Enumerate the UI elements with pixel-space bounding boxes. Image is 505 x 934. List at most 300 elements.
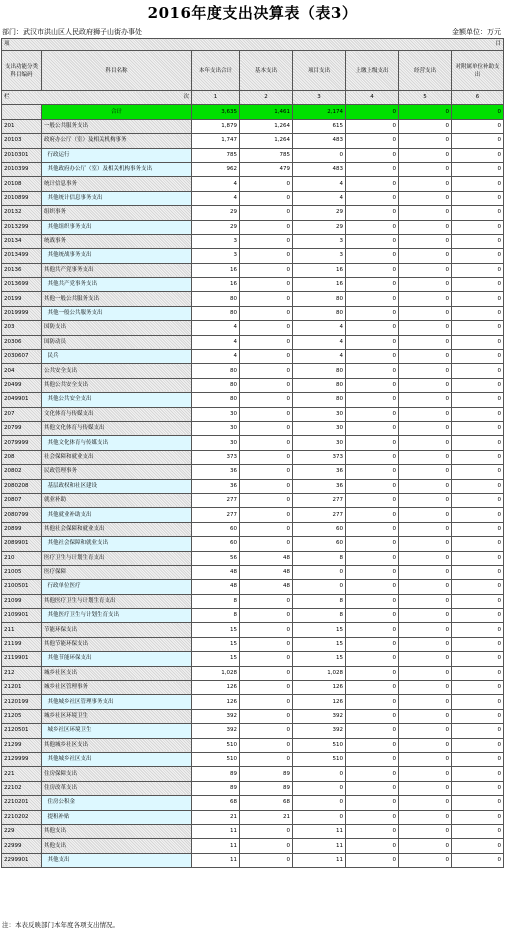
row-code: 2019999 xyxy=(2,306,42,320)
row-value: 0 xyxy=(240,695,293,709)
row-value: 0 xyxy=(240,839,293,853)
row-value: 0 xyxy=(399,709,452,723)
row-name: 其他一般公共服务支出 xyxy=(42,306,192,320)
row-value: 962 xyxy=(192,162,240,176)
table-row xyxy=(2,695,504,709)
row-value: 0 xyxy=(240,738,293,752)
row-value: 11 xyxy=(293,839,346,853)
row-value: 0 xyxy=(399,681,452,695)
row-value: 0 xyxy=(346,594,399,608)
row-code: 20199 xyxy=(2,292,42,306)
row-value: 0 xyxy=(240,234,293,248)
row-code: 22999 xyxy=(2,839,42,853)
row-name: 行政运行 xyxy=(42,148,192,162)
row-value: 0 xyxy=(452,191,504,205)
row-name: 其他政府办公厅（室）及相关机构事务支出 xyxy=(42,162,192,176)
table-row xyxy=(2,767,504,781)
table-row xyxy=(2,652,504,666)
page-title: 2016年度支出决算表（表3） xyxy=(147,4,358,22)
row-value: 0 xyxy=(346,738,399,752)
row-name: 其他社会保障和就业支出 xyxy=(42,537,192,551)
row-name: 节能环保支出 xyxy=(42,623,192,637)
row-value: 0 xyxy=(399,263,452,277)
row-value: 0 xyxy=(346,148,399,162)
row-value: 0 xyxy=(240,306,293,320)
col-header-code: 支出功能分类科目编码 xyxy=(2,51,42,91)
row-value: 16 xyxy=(293,278,346,292)
row-value: 785 xyxy=(240,148,293,162)
row-value: 392 xyxy=(192,724,240,738)
row-value: 0 xyxy=(399,234,452,248)
row-code: 20136 xyxy=(2,263,42,277)
row-name: 其他城乡社区管理事务支出 xyxy=(42,695,192,709)
row-value: 80 xyxy=(293,378,346,392)
row-value: 89 xyxy=(240,781,293,795)
header-columns-row xyxy=(2,51,504,91)
row-code: 2010399 xyxy=(2,162,42,176)
row-name: 其他支出 xyxy=(42,839,192,853)
col-header-project: 项目支出 xyxy=(293,51,346,91)
row-value: 0 xyxy=(399,465,452,479)
row-value: 0 xyxy=(452,551,504,565)
row-code: 203 xyxy=(2,321,42,335)
row-value: 0 xyxy=(452,853,504,867)
row-value: 0 xyxy=(346,421,399,435)
row-value: 0 xyxy=(346,465,399,479)
row-value: 0 xyxy=(293,781,346,795)
row-value: 0 xyxy=(346,810,399,824)
row-value: 0 xyxy=(452,781,504,795)
item-suffix: 目 xyxy=(495,41,502,47)
row-value: 0 xyxy=(399,421,452,435)
row-value: 0 xyxy=(452,119,504,133)
row-value: 0 xyxy=(240,350,293,364)
row-code: 21299 xyxy=(2,738,42,752)
col-header-upper: 上缴上级支出 xyxy=(346,51,399,91)
table-row xyxy=(2,580,504,594)
row-value: 0 xyxy=(346,853,399,867)
row-value: 8 xyxy=(293,609,346,623)
row-value: 30 xyxy=(192,436,240,450)
col-num-6: 6 xyxy=(452,91,504,105)
row-value: 0 xyxy=(399,824,452,838)
total-value: 3,635 xyxy=(192,105,240,119)
row-name: 其他城乡社区支出 xyxy=(42,752,192,766)
row-code: 20499 xyxy=(2,378,42,392)
row-value: 0 xyxy=(399,637,452,651)
row-value: 373 xyxy=(293,450,346,464)
row-code: 2079999 xyxy=(2,436,42,450)
row-value: 0 xyxy=(399,148,452,162)
row-value: 0 xyxy=(399,565,452,579)
row-value: 4 xyxy=(293,350,346,364)
row-name: 住房公积金 xyxy=(42,796,192,810)
footnote: 注：本表反映部门本年度各项支出情况。 xyxy=(2,921,119,929)
table-row xyxy=(2,738,504,752)
row-value: 0 xyxy=(399,206,452,220)
row-code: 204 xyxy=(2,364,42,378)
row-value: 0 xyxy=(399,738,452,752)
row-code: 2210202 xyxy=(2,810,42,824)
row-value: 11 xyxy=(192,853,240,867)
row-value: 510 xyxy=(192,738,240,752)
row-value: 0 xyxy=(452,637,504,651)
row-name: 城乡社区管理事务 xyxy=(42,681,192,695)
row-value: 80 xyxy=(192,306,240,320)
row-value: 0 xyxy=(452,249,504,263)
row-value: 0 xyxy=(346,292,399,306)
table-row xyxy=(2,839,504,853)
row-name: 其他节能环保支出 xyxy=(42,652,192,666)
row-name: 统战事务 xyxy=(42,234,192,248)
row-value: 0 xyxy=(452,824,504,838)
row-code: 2119901 xyxy=(2,652,42,666)
row-code: 20799 xyxy=(2,421,42,435)
row-code: 2013299 xyxy=(2,220,42,234)
row-code: 20899 xyxy=(2,522,42,536)
row-value: 0 xyxy=(452,278,504,292)
row-name: 民政管理事务 xyxy=(42,465,192,479)
row-value: 15 xyxy=(192,623,240,637)
row-code: 21199 xyxy=(2,637,42,651)
row-code: 212 xyxy=(2,666,42,680)
row-value: 0 xyxy=(346,724,399,738)
row-name: 一般公共服务支出 xyxy=(42,119,192,133)
table-row xyxy=(2,220,504,234)
row-value: 0 xyxy=(399,393,452,407)
row-code: 211 xyxy=(2,623,42,637)
row-value: 0 xyxy=(346,537,399,551)
row-value: 0 xyxy=(399,335,452,349)
table-row xyxy=(2,551,504,565)
row-code: 2013499 xyxy=(2,249,42,263)
table-row xyxy=(2,306,504,320)
row-value: 0 xyxy=(346,364,399,378)
row-code: 221 xyxy=(2,767,42,781)
row-value: 0 xyxy=(399,436,452,450)
row-value: 4 xyxy=(293,321,346,335)
row-code: 207 xyxy=(2,407,42,421)
row-value: 0 xyxy=(346,767,399,781)
row-value: 0 xyxy=(240,421,293,435)
row-value: 21 xyxy=(240,810,293,824)
table-row xyxy=(2,824,504,838)
row-value: 0 xyxy=(399,623,452,637)
table-row xyxy=(2,134,504,148)
row-value: 0 xyxy=(346,709,399,723)
row-value: 0 xyxy=(346,479,399,493)
row-value: 0 xyxy=(452,292,504,306)
row-name: 国防支出 xyxy=(42,321,192,335)
row-value: 15 xyxy=(293,623,346,637)
row-value: 0 xyxy=(346,407,399,421)
row-value: 0 xyxy=(240,450,293,464)
table-row xyxy=(2,119,504,133)
row-name: 其他公共安全支出 xyxy=(42,378,192,392)
row-value: 0 xyxy=(399,695,452,709)
row-value: 126 xyxy=(192,681,240,695)
row-name: 基层政权和社区建设 xyxy=(42,479,192,493)
row-value: 0 xyxy=(399,537,452,551)
row-name: 医疗保障 xyxy=(42,565,192,579)
row-value: 392 xyxy=(293,709,346,723)
row-name: 其他一般公共服务支出 xyxy=(42,292,192,306)
row-name: 其他组织事务支出 xyxy=(42,220,192,234)
table-row xyxy=(2,364,504,378)
row-value: 0 xyxy=(399,853,452,867)
row-code: 2299901 xyxy=(2,853,42,867)
row-code: 2080799 xyxy=(2,508,42,522)
row-value: 0 xyxy=(399,450,452,464)
row-value: 0 xyxy=(346,695,399,709)
row-value: 0 xyxy=(399,810,452,824)
table-row xyxy=(2,537,504,551)
row-value: 0 xyxy=(346,824,399,838)
row-value: 0 xyxy=(452,306,504,320)
row-value: 0 xyxy=(240,493,293,507)
row-value: 126 xyxy=(293,681,346,695)
total-value: 2,174 xyxy=(293,105,346,119)
row-code: 21005 xyxy=(2,565,42,579)
row-value: 0 xyxy=(452,479,504,493)
table-row xyxy=(2,609,504,623)
total-value: 0 xyxy=(452,105,504,119)
row-value: 4 xyxy=(293,177,346,191)
row-value: 0 xyxy=(240,249,293,263)
row-value: 48 xyxy=(240,565,293,579)
row-value: 1,028 xyxy=(192,666,240,680)
row-value: 89 xyxy=(192,781,240,795)
row-name: 其他共产党事务支出 xyxy=(42,263,192,277)
row-value: 0 xyxy=(240,652,293,666)
row-value: 0 xyxy=(452,350,504,364)
row-value: 0 xyxy=(346,162,399,176)
row-name: 公共安全支出 xyxy=(42,364,192,378)
row-value: 29 xyxy=(293,206,346,220)
row-code: 20807 xyxy=(2,493,42,507)
row-value: 0 xyxy=(240,623,293,637)
row-value: 0 xyxy=(452,335,504,349)
row-name: 行政单位医疗 xyxy=(42,580,192,594)
row-value: 0 xyxy=(346,796,399,810)
row-name: 其他公共安全支出 xyxy=(42,393,192,407)
row-value: 0 xyxy=(240,436,293,450)
row-value: 0 xyxy=(240,824,293,838)
row-code: 2120199 xyxy=(2,695,42,709)
row-value: 0 xyxy=(452,206,504,220)
row-value: 16 xyxy=(192,263,240,277)
row-value: 36 xyxy=(192,479,240,493)
row-value: 0 xyxy=(399,781,452,795)
row-value: 29 xyxy=(192,206,240,220)
table-row xyxy=(2,436,504,450)
row-value: 0 xyxy=(240,177,293,191)
row-value: 36 xyxy=(293,465,346,479)
row-label: 栏 xyxy=(4,94,10,101)
table-row xyxy=(2,752,504,766)
table-row xyxy=(2,508,504,522)
row-value: 0 xyxy=(399,479,452,493)
row-value: 56 xyxy=(192,551,240,565)
row-value: 0 xyxy=(240,407,293,421)
column-number-row xyxy=(2,91,504,105)
row-value: 0 xyxy=(452,263,504,277)
row-value: 0 xyxy=(399,609,452,623)
row-name: 其他医疗卫生与计划生育支出 xyxy=(42,594,192,608)
row-value: 483 xyxy=(293,162,346,176)
row-name: 其他节能环保支出 xyxy=(42,637,192,651)
table-row xyxy=(2,206,504,220)
row-value: 30 xyxy=(192,421,240,435)
total-value: 1,461 xyxy=(240,105,293,119)
row-value: 21 xyxy=(192,810,240,824)
row-value: 0 xyxy=(452,666,504,680)
row-value: 0 xyxy=(346,191,399,205)
row-value: 392 xyxy=(192,709,240,723)
row-code: 2030607 xyxy=(2,350,42,364)
table-row xyxy=(2,148,504,162)
row-value: 29 xyxy=(293,220,346,234)
col-header-basic: 基本支出 xyxy=(240,51,293,91)
row-name: 其他支出 xyxy=(42,824,192,838)
table-row xyxy=(2,594,504,608)
row-value: 0 xyxy=(346,436,399,450)
table-row xyxy=(2,378,504,392)
row-value: 0 xyxy=(452,493,504,507)
table-row xyxy=(2,623,504,637)
row-name: 提租补贴 xyxy=(42,810,192,824)
row-value: 8 xyxy=(192,609,240,623)
row-value: 0 xyxy=(346,321,399,335)
row-value: 0 xyxy=(399,220,452,234)
row-value: 1,747 xyxy=(192,134,240,148)
row-value: 0 xyxy=(399,364,452,378)
row-value: 0 xyxy=(240,364,293,378)
row-value: 60 xyxy=(192,537,240,551)
row-value: 0 xyxy=(346,623,399,637)
row-value: 0 xyxy=(346,134,399,148)
row-value: 0 xyxy=(452,220,504,234)
row-value: 0 xyxy=(399,839,452,853)
row-value: 510 xyxy=(293,738,346,752)
row-value: 16 xyxy=(192,278,240,292)
row-value: 0 xyxy=(346,681,399,695)
row-value: 0 xyxy=(399,594,452,608)
row-value: 11 xyxy=(293,853,346,867)
row-code: 2010301 xyxy=(2,148,42,162)
row-value: 392 xyxy=(293,724,346,738)
row-code: 2210201 xyxy=(2,796,42,810)
row-name: 医疗卫生与计划生育支出 xyxy=(42,551,192,565)
table-row xyxy=(2,335,504,349)
row-value: 4 xyxy=(192,335,240,349)
row-value: 0 xyxy=(452,767,504,781)
col-header-business: 经营支出 xyxy=(399,51,452,91)
row-value: 30 xyxy=(293,421,346,435)
row-value: 0 xyxy=(240,465,293,479)
expenditure-table xyxy=(1,38,504,868)
row-name: 城乡社区环境卫生 xyxy=(42,709,192,723)
row-code: 2013699 xyxy=(2,278,42,292)
row-name: 就业补助 xyxy=(42,493,192,507)
row-code: 2049901 xyxy=(2,393,42,407)
row-value: 0 xyxy=(240,709,293,723)
table-row xyxy=(2,709,504,723)
row-value: 0 xyxy=(452,724,504,738)
row-value: 0 xyxy=(240,263,293,277)
row-value: 8 xyxy=(293,594,346,608)
row-value: 0 xyxy=(346,752,399,766)
row-value: 0 xyxy=(346,350,399,364)
table-row xyxy=(2,724,504,738)
row-value: 510 xyxy=(192,752,240,766)
row-value: 0 xyxy=(346,378,399,392)
row-value: 510 xyxy=(293,752,346,766)
row-value: 0 xyxy=(399,652,452,666)
row-value: 15 xyxy=(192,637,240,651)
row-value: 29 xyxy=(192,220,240,234)
row-code: 2010899 xyxy=(2,191,42,205)
row-value: 0 xyxy=(452,738,504,752)
row-code: 20132 xyxy=(2,206,42,220)
row-value: 0 xyxy=(452,162,504,176)
row-value: 0 xyxy=(399,162,452,176)
col-num-4: 4 xyxy=(346,91,399,105)
row-value: 11 xyxy=(192,839,240,853)
row-value: 0 xyxy=(399,724,452,738)
row-value: 0 xyxy=(452,681,504,695)
row-value: 0 xyxy=(452,695,504,709)
row-value: 80 xyxy=(192,378,240,392)
row-value: 0 xyxy=(452,465,504,479)
row-value: 0 xyxy=(452,652,504,666)
row-value: 0 xyxy=(452,321,504,335)
row-value: 0 xyxy=(346,220,399,234)
row-value: 48 xyxy=(192,565,240,579)
row-value: 0 xyxy=(346,119,399,133)
row-value: 0 xyxy=(240,724,293,738)
row-value: 483 xyxy=(293,134,346,148)
row-value: 0 xyxy=(346,393,399,407)
col-num-5: 5 xyxy=(399,91,452,105)
row-value: 0 xyxy=(240,666,293,680)
table-row xyxy=(2,278,504,292)
row-value: 0 xyxy=(240,335,293,349)
row-value: 0 xyxy=(346,839,399,853)
row-value: 16 xyxy=(293,263,346,277)
row-code: 210 xyxy=(2,551,42,565)
item-label: 项 xyxy=(4,41,10,47)
row-value: 0 xyxy=(240,637,293,651)
row-value: 785 xyxy=(192,148,240,162)
row-value: 0 xyxy=(346,652,399,666)
row-value: 0 xyxy=(346,206,399,220)
row-value: 0 xyxy=(452,796,504,810)
row-code: 2100501 xyxy=(2,580,42,594)
row-value: 0 xyxy=(452,450,504,464)
row-value: 0 xyxy=(399,666,452,680)
row-value: 15 xyxy=(293,652,346,666)
row-value: 0 xyxy=(452,609,504,623)
row-value: 277 xyxy=(192,508,240,522)
table-row xyxy=(2,853,504,867)
row-value: 89 xyxy=(192,767,240,781)
row-value: 0 xyxy=(346,781,399,795)
row-value: 0 xyxy=(346,278,399,292)
row-value: 0 xyxy=(399,378,452,392)
row-value: 0 xyxy=(240,393,293,407)
row-name: 其他文化体育与传媒支出 xyxy=(42,421,192,435)
